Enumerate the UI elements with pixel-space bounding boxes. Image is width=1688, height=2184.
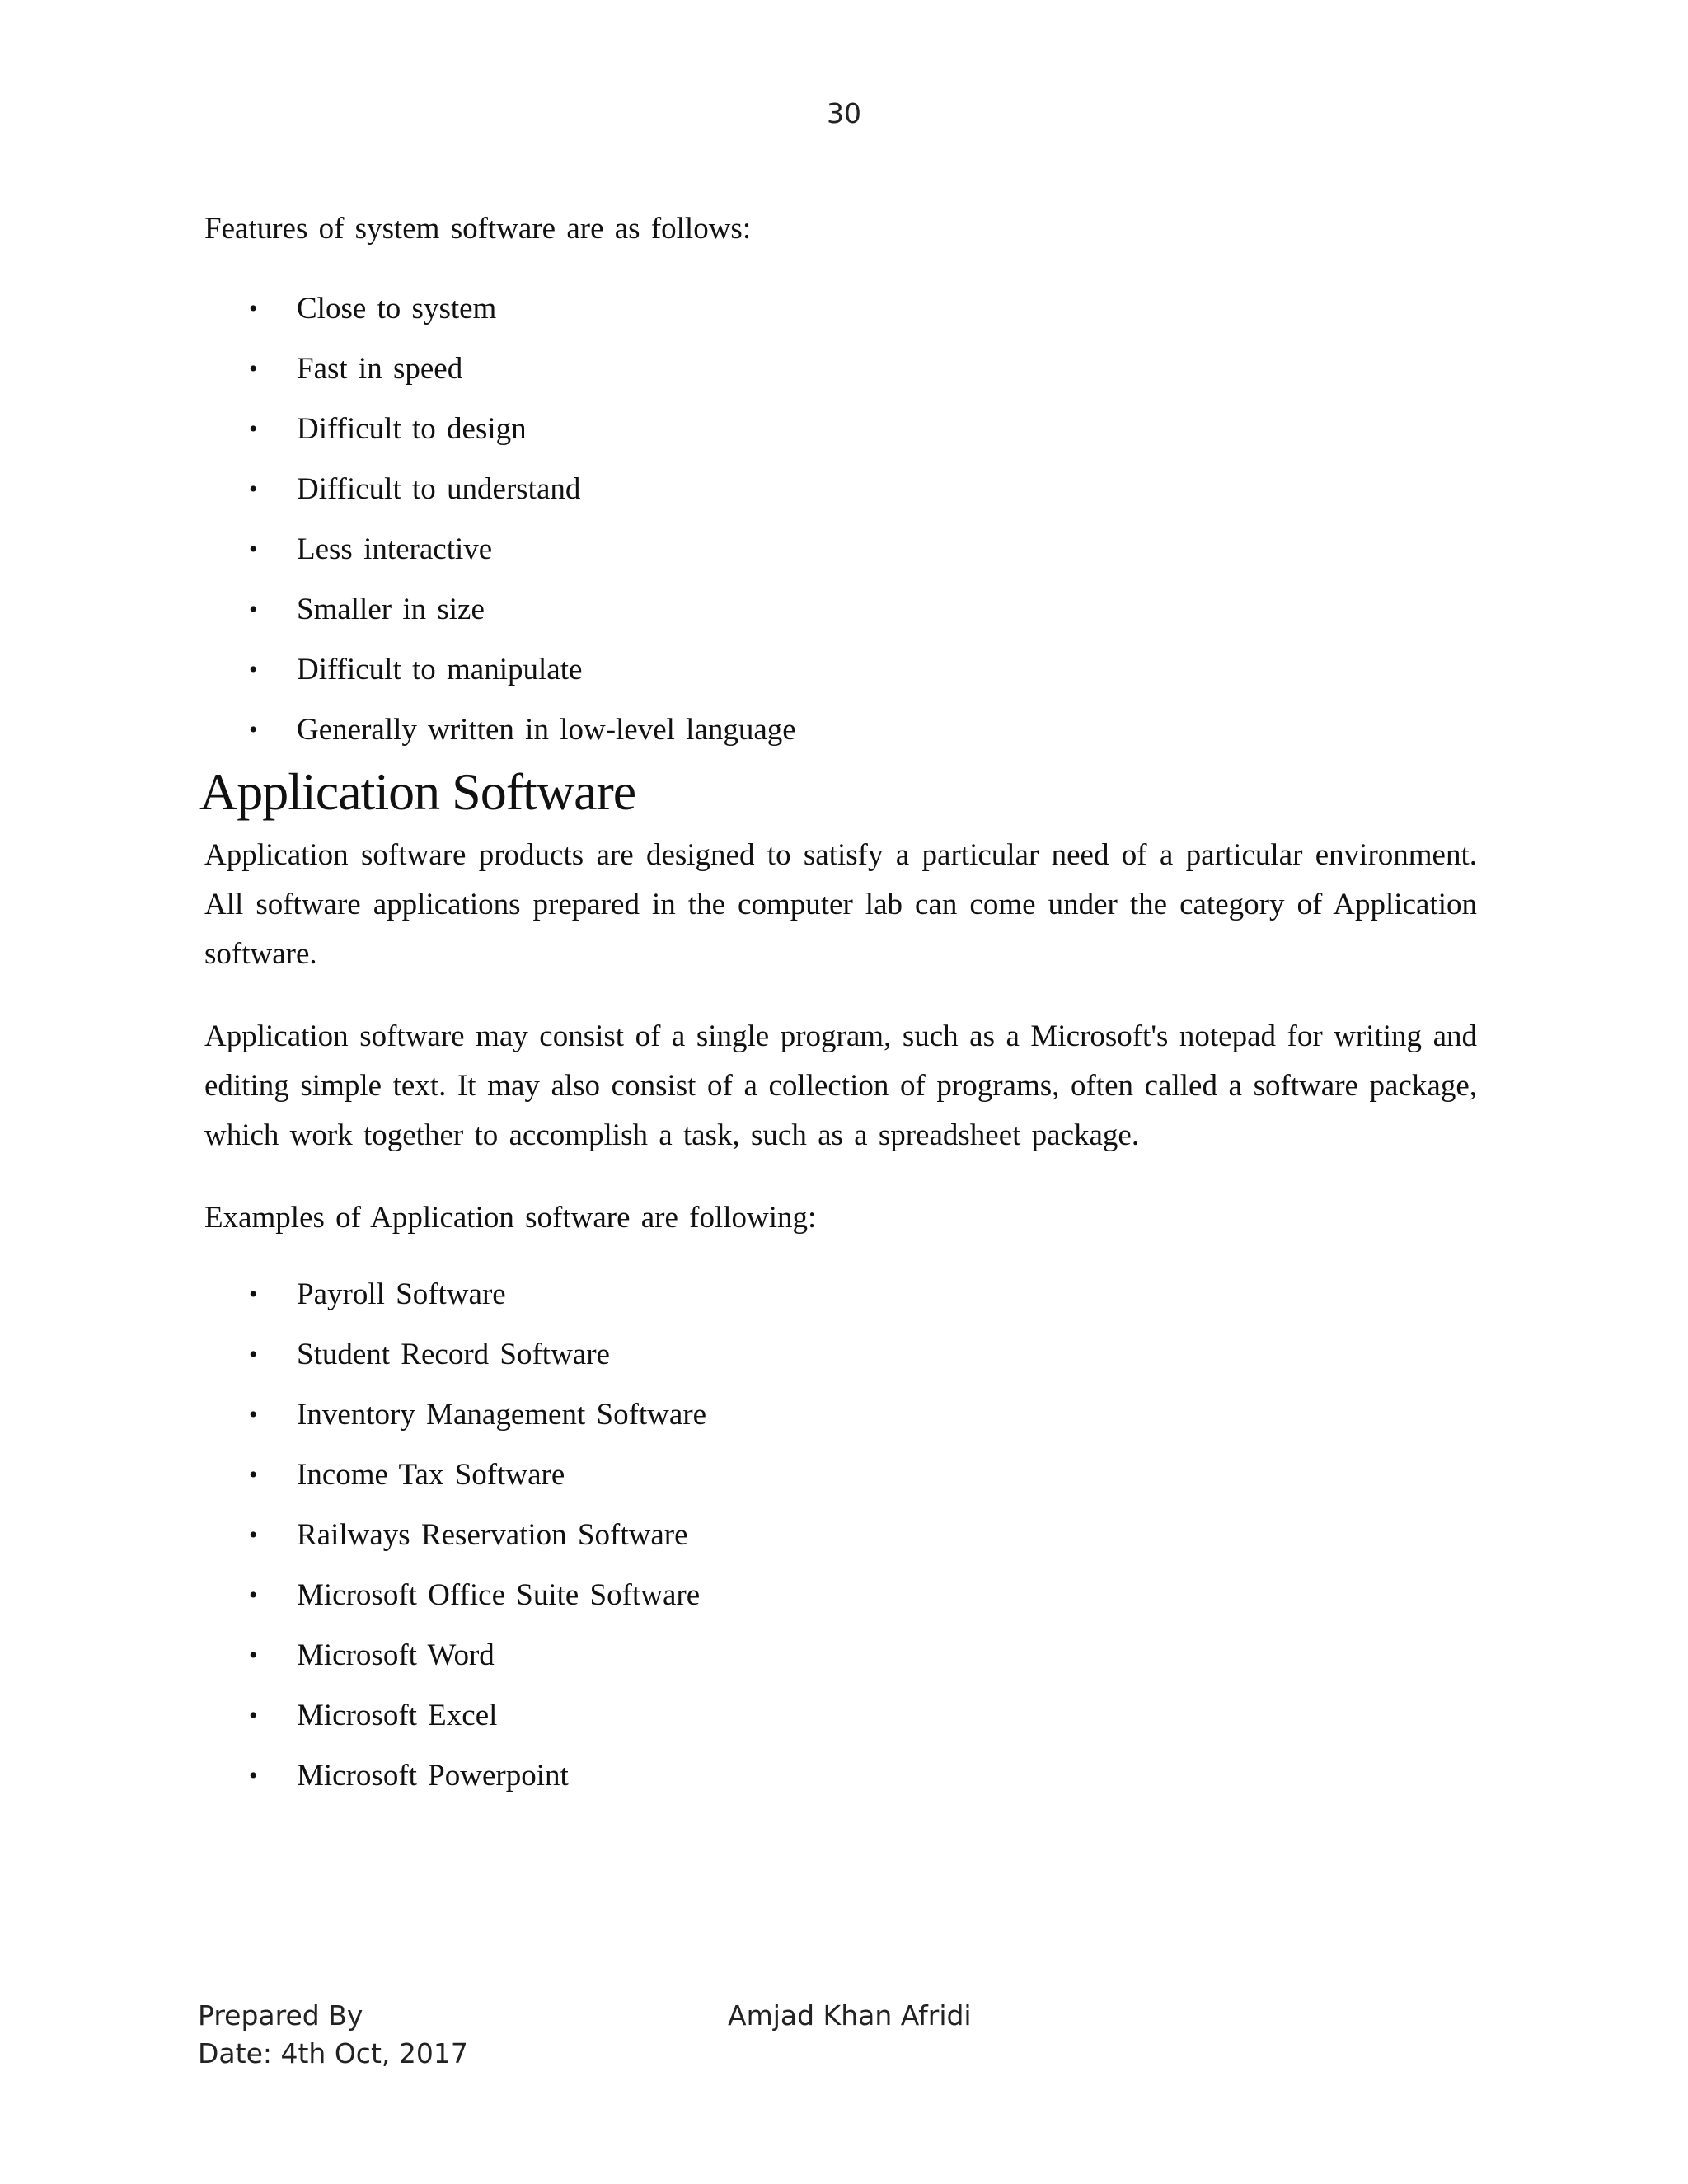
bullet-icon: •	[249, 536, 258, 563]
list-item	[204, 700, 1477, 760]
list-item	[204, 1746, 1477, 1806]
features-intro: Features of system software are as follows:	[204, 212, 752, 246]
list-item-text: Microsoft Powerpoint	[297, 1759, 569, 1793]
list-item-text: Microsoft Excel	[297, 1699, 498, 1732]
list-item	[204, 519, 1477, 579]
bullet-icon: •	[249, 1582, 258, 1609]
list-item	[204, 1445, 1477, 1505]
list-item-text: Student Record Software	[297, 1338, 610, 1371]
footer-date: Date: 4th Oct, 2017	[198, 2037, 468, 2069]
page-number: 30	[827, 97, 861, 129]
examples-intro: Examples of Application software are following:	[204, 1201, 817, 1235]
list-item-text: Microsoft Word	[297, 1638, 495, 1672]
section-heading: Application Software	[199, 762, 636, 821]
list-item-text: Difficult to design	[297, 412, 527, 446]
bullet-icon: •	[249, 1401, 258, 1428]
list-item-text: Generally written in low-level language	[297, 713, 796, 747]
list-item	[204, 1264, 1477, 1324]
features-list	[204, 279, 1477, 760]
list-item-text: Difficult to manipulate	[297, 653, 583, 687]
list-item	[204, 459, 1477, 519]
bullet-icon: •	[249, 1341, 258, 1368]
list-item	[204, 279, 1477, 339]
list-item	[204, 1625, 1477, 1685]
list-item-text: Railways Reservation Software	[297, 1518, 688, 1552]
bullet-icon: •	[249, 1642, 258, 1669]
list-item	[204, 339, 1477, 399]
list-item	[204, 1385, 1477, 1445]
bullet-icon: •	[249, 355, 258, 382]
list-item-text: Smaller in size	[297, 593, 485, 626]
list-item	[204, 1324, 1477, 1385]
list-item-text: Less interactive	[297, 532, 493, 566]
page-content	[199, 204, 1477, 1806]
examples-list	[204, 1264, 1477, 1806]
paragraph-2: Application software may consist of a single program, such as a Microsoft's notepad for writing and editing simple text. It may also consist of a collection of programs, often called a software package, which work together to accomplish a task, such as a spreadsheet package.	[204, 1019, 1477, 1152]
list-item	[204, 399, 1477, 459]
paragraph-1: Application software products are designed to satisfy a particular need of a particular environment. All software applications prepared in the computer lab can come under the category of Application software.	[204, 838, 1477, 971]
list-item	[204, 579, 1477, 640]
list-item-text: Close to system	[297, 292, 497, 326]
list-item-text: Income Tax Software	[297, 1458, 565, 1492]
list-item-text: Inventory Management Software	[297, 1398, 707, 1432]
footer-prepared-by: Prepared By	[198, 1999, 363, 2032]
bullet-icon: •	[249, 415, 258, 443]
bullet-icon: •	[249, 596, 258, 623]
list-item-text: Difficult to understand	[297, 472, 581, 506]
list-item-text: Payroll Software	[297, 1277, 506, 1311]
bullet-icon: •	[249, 656, 258, 683]
bullet-icon: •	[249, 476, 258, 503]
list-item	[204, 640, 1477, 700]
list-item	[204, 1685, 1477, 1746]
bullet-icon: •	[249, 716, 258, 743]
footer-author: Amjad Khan Afridi	[728, 1999, 972, 2032]
bullet-icon: •	[249, 1702, 258, 1729]
bullet-icon: •	[249, 1281, 258, 1308]
list-item	[204, 1505, 1477, 1565]
list-item	[204, 1565, 1477, 1625]
footer-left	[198, 1997, 468, 2073]
bullet-icon: •	[249, 1762, 258, 1789]
list-item-text: Microsoft Office Suite Software	[297, 1578, 701, 1612]
list-item-text: Fast in speed	[297, 352, 463, 386]
bullet-icon: •	[249, 295, 258, 322]
bullet-icon: •	[249, 1461, 258, 1488]
bullet-icon: •	[249, 1521, 258, 1549]
